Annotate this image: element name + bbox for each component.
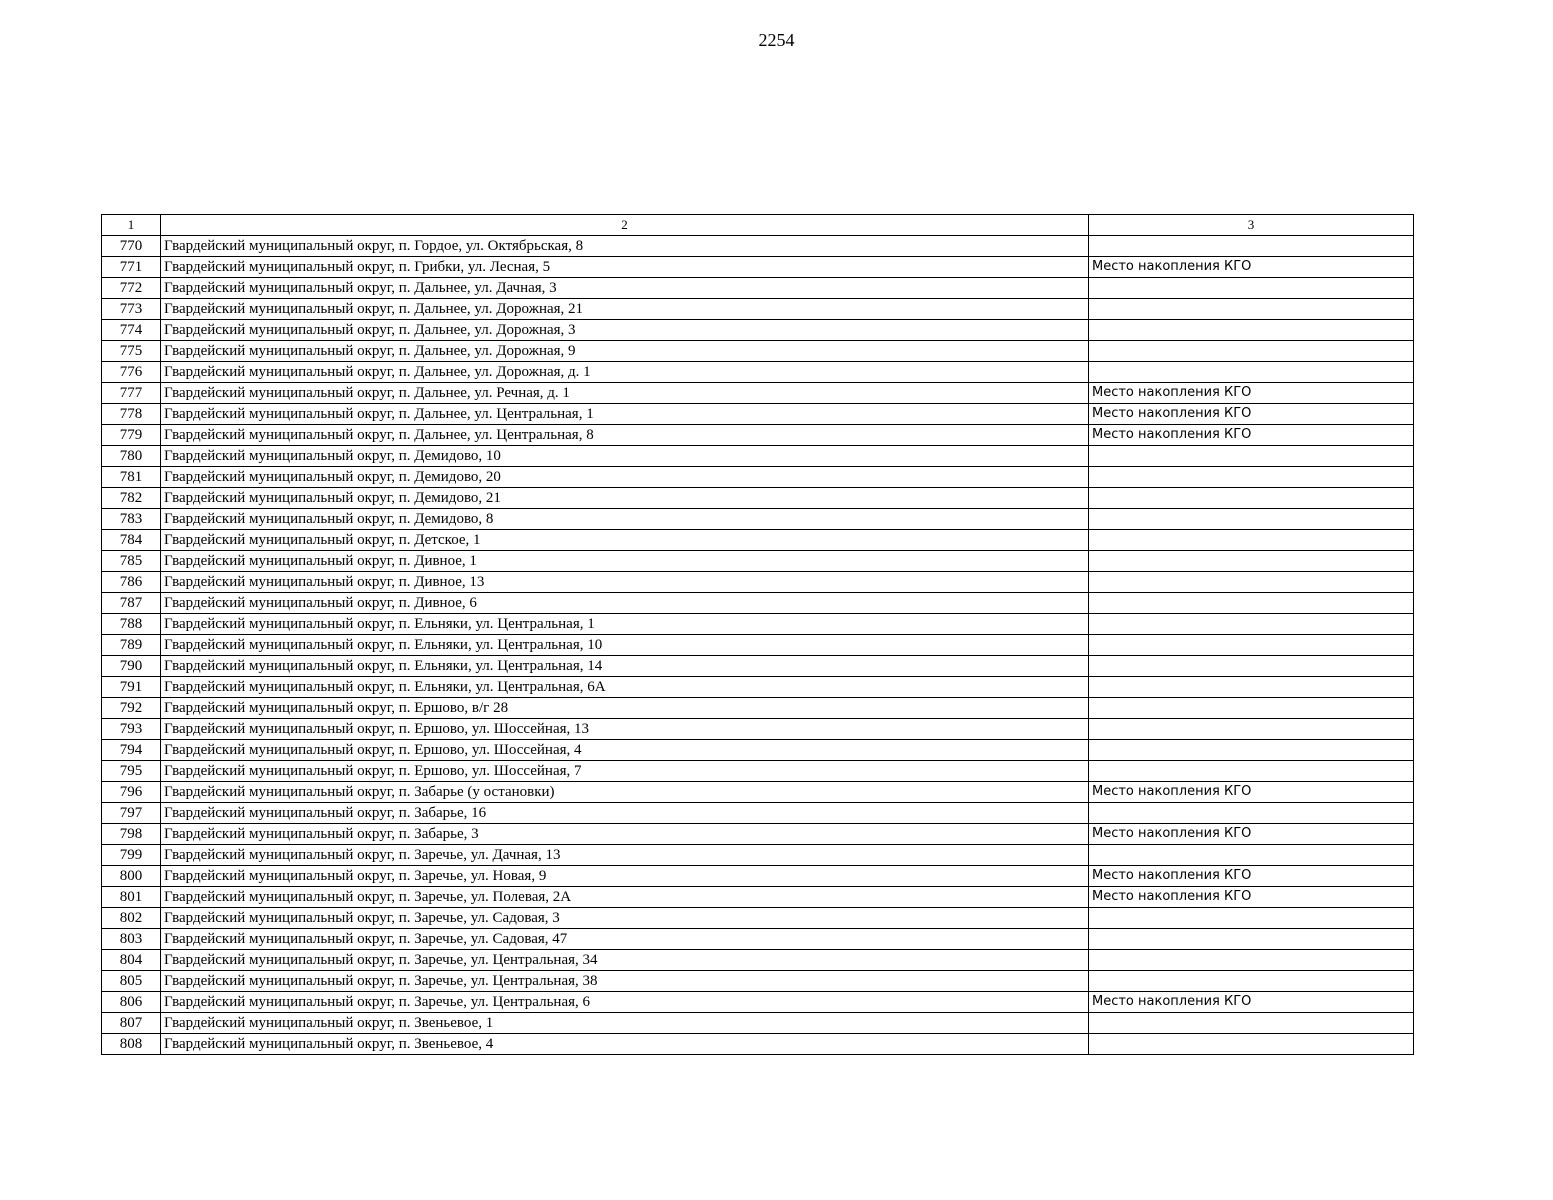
row-address: Гвардейский муниципальный округ, п. Дальнее, ул. Дорожная, 3 xyxy=(161,320,1089,341)
row-number: 792 xyxy=(102,698,161,719)
row-address: Гвардейский муниципальный округ, п. Грибки, ул. Лесная, 5 xyxy=(161,257,1089,278)
row-address: Гвардейский муниципальный округ, п. Заречье, ул. Полевая, 2А xyxy=(161,887,1089,908)
row-address: Гвардейский муниципальный округ, п. Ельняки, ул. Центральная, 14 xyxy=(161,656,1089,677)
row-note: Место накопления КГО xyxy=(1089,257,1414,278)
row-address: Гвардейский муниципальный округ, п. Заречье, ул. Центральная, 38 xyxy=(161,971,1089,992)
table-row xyxy=(102,467,1414,488)
row-address: Гвардейский муниципальный округ, п. Демидово, 10 xyxy=(161,446,1089,467)
row-note xyxy=(1089,593,1414,614)
row-address: Гвардейский муниципальный округ, п. Ершово, ул. Шоссейная, 7 xyxy=(161,761,1089,782)
row-address: Гвардейский муниципальный округ, п. Демидово, 8 xyxy=(161,509,1089,530)
table-row xyxy=(102,824,1414,845)
row-address: Гвардейский муниципальный округ, п. Ельняки, ул. Центральная, 10 xyxy=(161,635,1089,656)
row-number: 788 xyxy=(102,614,161,635)
row-number: 783 xyxy=(102,509,161,530)
row-address: Гвардейский муниципальный округ, п. Дальнее, ул. Речная, д. 1 xyxy=(161,383,1089,404)
row-number: 770 xyxy=(102,236,161,257)
table-row xyxy=(102,509,1414,530)
row-note xyxy=(1089,530,1414,551)
row-note xyxy=(1089,908,1414,929)
table-row xyxy=(102,1013,1414,1034)
row-note xyxy=(1089,698,1414,719)
row-note xyxy=(1089,845,1414,866)
row-note xyxy=(1089,929,1414,950)
row-address: Гвардейский муниципальный округ, п. Детское, 1 xyxy=(161,530,1089,551)
row-note: Место накопления КГО xyxy=(1089,866,1414,887)
table-row xyxy=(102,404,1414,425)
table-row xyxy=(102,299,1414,320)
table-row xyxy=(102,362,1414,383)
table-row xyxy=(102,971,1414,992)
row-note xyxy=(1089,236,1414,257)
row-note xyxy=(1089,467,1414,488)
row-address: Гвардейский муниципальный округ, п. Ершово, ул. Шоссейная, 4 xyxy=(161,740,1089,761)
row-note xyxy=(1089,803,1414,824)
row-note: Место накопления КГО xyxy=(1089,992,1414,1013)
row-note xyxy=(1089,488,1414,509)
row-address: Гвардейский муниципальный округ, п. Дальнее, ул. Дорожная, 21 xyxy=(161,299,1089,320)
row-address: Гвардейский муниципальный округ, п. Забарье (у остановки) xyxy=(161,782,1089,803)
row-note xyxy=(1089,656,1414,677)
row-number: 785 xyxy=(102,551,161,572)
row-number: 808 xyxy=(102,1034,161,1055)
row-note xyxy=(1089,950,1414,971)
row-note xyxy=(1089,341,1414,362)
row-number: 781 xyxy=(102,467,161,488)
row-note: Место накопления КГО xyxy=(1089,404,1414,425)
row-address: Гвардейский муниципальный округ, п. Ершово, в/г 28 xyxy=(161,698,1089,719)
table-row xyxy=(102,488,1414,509)
row-address: Гвардейский муниципальный округ, п. Звеньевое, 1 xyxy=(161,1013,1089,1034)
row-note xyxy=(1089,719,1414,740)
row-number: 796 xyxy=(102,782,161,803)
table-row xyxy=(102,593,1414,614)
row-note xyxy=(1089,446,1414,467)
row-note xyxy=(1089,614,1414,635)
row-number: 803 xyxy=(102,929,161,950)
row-note: Место накопления КГО xyxy=(1089,824,1414,845)
table-row xyxy=(102,866,1414,887)
table-row xyxy=(102,845,1414,866)
row-address: Гвардейский муниципальный округ, п. Дивное, 13 xyxy=(161,572,1089,593)
table-row xyxy=(102,551,1414,572)
row-address: Гвардейский муниципальный округ, п. Заречье, ул. Центральная, 6 xyxy=(161,992,1089,1013)
table-row xyxy=(102,1034,1414,1055)
row-number: 784 xyxy=(102,530,161,551)
row-number: 787 xyxy=(102,593,161,614)
row-address: Гвардейский муниципальный округ, п. Заречье, ул. Садовая, 3 xyxy=(161,908,1089,929)
row-number: 798 xyxy=(102,824,161,845)
table-row xyxy=(102,677,1414,698)
row-number: 773 xyxy=(102,299,161,320)
table-body xyxy=(102,236,1414,1055)
row-note xyxy=(1089,971,1414,992)
row-address: Гвардейский муниципальный округ, п. Ершово, ул. Шоссейная, 13 xyxy=(161,719,1089,740)
row-address: Гвардейский муниципальный округ, п. Дальнее, ул. Центральная, 8 xyxy=(161,425,1089,446)
row-note xyxy=(1089,1034,1414,1055)
row-note xyxy=(1089,677,1414,698)
row-number: 774 xyxy=(102,320,161,341)
row-note xyxy=(1089,761,1414,782)
row-address: Гвардейский муниципальный округ, п. Ельняки, ул. Центральная, 6А xyxy=(161,677,1089,698)
row-address: Гвардейский муниципальный округ, п. Демидово, 21 xyxy=(161,488,1089,509)
row-number: 797 xyxy=(102,803,161,824)
row-address: Гвардейский муниципальный округ, п. Заречье, ул. Новая, 9 xyxy=(161,866,1089,887)
row-number: 807 xyxy=(102,1013,161,1034)
table-row xyxy=(102,887,1414,908)
row-note xyxy=(1089,278,1414,299)
row-number: 791 xyxy=(102,677,161,698)
table-row xyxy=(102,719,1414,740)
row-address: Гвардейский муниципальный округ, п. Дивное, 1 xyxy=(161,551,1089,572)
row-address: Гвардейский муниципальный округ, п. Дальнее, ул. Центральная, 1 xyxy=(161,404,1089,425)
table-row xyxy=(102,446,1414,467)
row-number: 806 xyxy=(102,992,161,1013)
table-row xyxy=(102,761,1414,782)
table-row xyxy=(102,341,1414,362)
row-number: 776 xyxy=(102,362,161,383)
table-row xyxy=(102,320,1414,341)
row-address: Гвардейский муниципальный округ, п. Заречье, ул. Центральная, 34 xyxy=(161,950,1089,971)
table-row xyxy=(102,614,1414,635)
column-header-number: 1 xyxy=(102,215,161,236)
row-note xyxy=(1089,362,1414,383)
table-row xyxy=(102,698,1414,719)
row-number: 794 xyxy=(102,740,161,761)
row-note xyxy=(1089,509,1414,530)
row-address: Гвардейский муниципальный округ, п. Ельняки, ул. Центральная, 1 xyxy=(161,614,1089,635)
address-table xyxy=(101,214,1414,1055)
table-row xyxy=(102,656,1414,677)
table-row xyxy=(102,572,1414,593)
row-note: Место накопления КГО xyxy=(1089,383,1414,404)
column-header-note: 3 xyxy=(1089,215,1414,236)
table-row xyxy=(102,257,1414,278)
row-address: Гвардейский муниципальный округ, п. Дальнее, ул. Дачная, 3 xyxy=(161,278,1089,299)
row-note xyxy=(1089,635,1414,656)
row-number: 795 xyxy=(102,761,161,782)
row-address: Гвардейский муниципальный округ, п. Дивное, 6 xyxy=(161,593,1089,614)
table-row xyxy=(102,635,1414,656)
row-number: 777 xyxy=(102,383,161,404)
row-number: 799 xyxy=(102,845,161,866)
row-number: 793 xyxy=(102,719,161,740)
row-number: 802 xyxy=(102,908,161,929)
row-number: 772 xyxy=(102,278,161,299)
table-row xyxy=(102,740,1414,761)
row-note xyxy=(1089,551,1414,572)
row-address: Гвардейский муниципальный округ, п. Дальнее, ул. Дорожная, 9 xyxy=(161,341,1089,362)
row-number: 775 xyxy=(102,341,161,362)
row-note xyxy=(1089,299,1414,320)
row-number: 786 xyxy=(102,572,161,593)
row-number: 800 xyxy=(102,866,161,887)
row-number: 801 xyxy=(102,887,161,908)
table-row xyxy=(102,530,1414,551)
table-row xyxy=(102,929,1414,950)
row-address: Гвардейский муниципальный округ, п. Забарье, 16 xyxy=(161,803,1089,824)
table-row xyxy=(102,803,1414,824)
row-note: Место накопления КГО xyxy=(1089,782,1414,803)
column-header-address: 2 xyxy=(161,215,1089,236)
row-address: Гвардейский муниципальный округ, п. Гордое, ул. Октябрьская, 8 xyxy=(161,236,1089,257)
row-note xyxy=(1089,740,1414,761)
row-note xyxy=(1089,1013,1414,1034)
row-number: 771 xyxy=(102,257,161,278)
table-row xyxy=(102,383,1414,404)
table-row xyxy=(102,950,1414,971)
page-number: 2254 xyxy=(758,30,795,50)
row-address: Гвардейский муниципальный округ, п. Заречье, ул. Садовая, 47 xyxy=(161,929,1089,950)
table-row xyxy=(102,992,1414,1013)
row-address: Гвардейский муниципальный округ, п. Звеньевое, 4 xyxy=(161,1034,1089,1055)
table-header-row xyxy=(102,215,1414,236)
row-number: 782 xyxy=(102,488,161,509)
row-number: 789 xyxy=(102,635,161,656)
row-address: Гвардейский муниципальный округ, п. Забарье, 3 xyxy=(161,824,1089,845)
table-row xyxy=(102,908,1414,929)
row-note: Место накопления КГО xyxy=(1089,887,1414,908)
row-note xyxy=(1089,320,1414,341)
row-number: 778 xyxy=(102,404,161,425)
table-row xyxy=(102,425,1414,446)
row-address: Гвардейский муниципальный округ, п. Заречье, ул. Дачная, 13 xyxy=(161,845,1089,866)
row-number: 790 xyxy=(102,656,161,677)
row-number: 804 xyxy=(102,950,161,971)
row-address: Гвардейский муниципальный округ, п. Демидово, 20 xyxy=(161,467,1089,488)
table-row xyxy=(102,236,1414,257)
row-number: 805 xyxy=(102,971,161,992)
row-note xyxy=(1089,572,1414,593)
table-row xyxy=(102,278,1414,299)
row-note: Место накопления КГО xyxy=(1089,425,1414,446)
table-row xyxy=(102,782,1414,803)
row-number: 779 xyxy=(102,425,161,446)
row-address: Гвардейский муниципальный округ, п. Дальнее, ул. Дорожная, д. 1 xyxy=(161,362,1089,383)
row-number: 780 xyxy=(102,446,161,467)
